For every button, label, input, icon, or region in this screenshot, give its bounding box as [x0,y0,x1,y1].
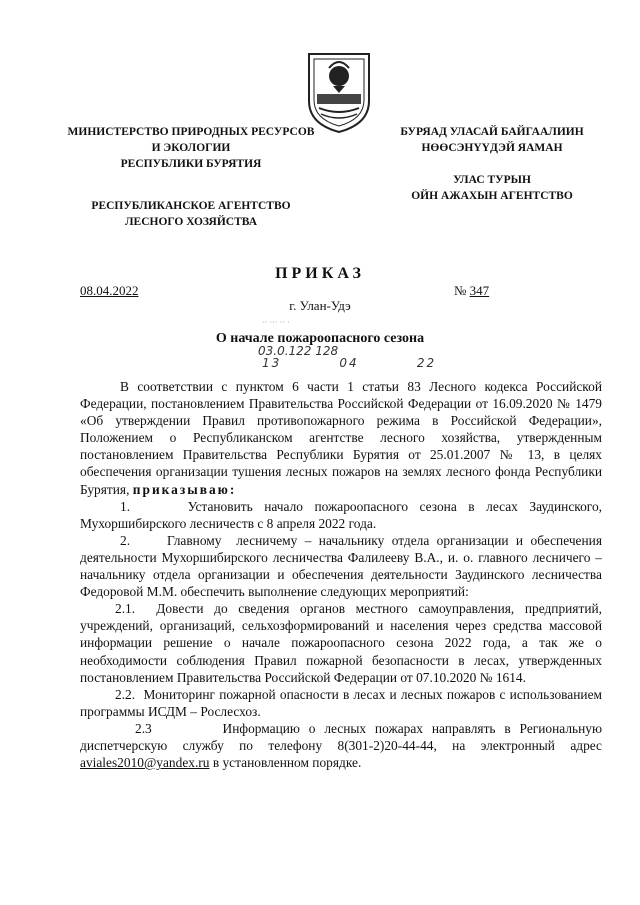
order-number-prefix: № [454,283,467,298]
ministry-header-ru [60,124,322,230]
agency-name-line2: ЛЕСНОГО ХОЗЯЙСТВА [124,216,258,228]
ministry-name-bua-line1: БУРЯАД УЛАСАЙ БАЙГААЛИИН [400,126,584,138]
ministry-name-line3: РЕСПУБЛИКИ БУРЯТИЯ [120,158,262,170]
ministry-header-bua [372,124,612,204]
agency-name-bua-line2: ОЙН АЖАХЫН АГЕНТСТВО [411,190,573,202]
order-date: 08.04.2022 [80,283,139,298]
item-2-3-tail: в установленном порядке. [209,755,362,771]
order-city: г. Улан-Удэ [289,298,351,313]
ministry-name-line1: МИНИСТЕРСТВО ПРИРОДНЫХ РЕСУРСОВ [67,126,315,138]
order-number [454,283,489,299]
order-body [80,378,606,771]
item-2-3-paragraph [80,720,606,771]
command-word: приказываю: [132,481,237,497]
order-number-value: 347 [469,283,490,298]
handwritten-registration-date: 13 04 22 [262,356,437,370]
handwritten-registration-number: 03.0.122 128 [258,344,339,358]
item-1-paragraph: 1. Установить начало пожароопасного сезона в лесах Заудинского, Мухоршибирского лесничеств с 8 апреля 2022 года. [80,498,606,531]
order-title: ПРИКАЗ [275,265,365,282]
agency-name-bua-line1: УЛАС ТУРЫН [453,174,531,186]
preamble-text: В соответствии с пунктом 6 части 1 статьи 83 Лесного кодекса Российской Федерации, постановлением Правительства Российской Федерации от 16.09.2020 № 1479 «Об утверждении Правил противопожарного режима в Российской Федерации», Положением о Республиканском агентстве лесного хозяйства, утвержденным постановлением Правительства Республики Бурятия от 25.01.2007 № 13, в целях обеспечения организации тушения лесных пожаров на землях лесного фонда Республики Бурятия, [80,379,602,497]
faint-stamp-marks: ·· ··· ·· · [262,318,290,327]
coat-of-arms-emblem [299,46,379,136]
preamble-paragraph [80,378,602,498]
ministry-name-line2: И ЭКОЛОГИИ [151,142,231,154]
agency-name-line1: РЕСПУБЛИКАНСКОЕ АГЕНТСТВО [91,200,291,212]
item-2-paragraph: 2. Главному лесничему – начальнику отдела организации и обеспечения деятельности Мухоршибирского лесничества Фалилееву В.А., и. о. главного лесничего – начальнику отдела организации и обеспечения деятельности Заудинского лесничества Федоровой М.М. обеспечить выполнение следующих мероприятий: [80,532,606,600]
order-subject: О начале пожароопасного сезона [215,331,425,346]
item-2-2-paragraph: 2.2. Мониторинг пожарной опасности в лесах и лесных пожаров с использованием программы ИСДМ – Рослесхоз. [80,686,606,719]
ministry-name-bua-line2: НӨӨСЭНҮҮДЭЙ ЯАМАН [421,142,563,154]
email-link[interactable]: aviales2010@yandex.ru [80,755,210,771]
item-2-1-paragraph: 2.1. Довести до сведения органов местного самоуправления, предприятий, учреждений, организаций, сельхозформирований и населения через средства массовой информации решение о начале пожароопасного сезона 2022 года, а так же о необходимости соблюдения Правил пожарной безопасности в лесах, утвержденных постановлением Правительства Российской Федерации от 07.10.2020 № 1614. [80,601,606,685]
item-2-3-text: 2.3 Информацию о лесных пожарах направлять в Региональную диспетчерскую службу по телефону 8(301-2)20-44-44, на электронный адрес [80,720,606,753]
